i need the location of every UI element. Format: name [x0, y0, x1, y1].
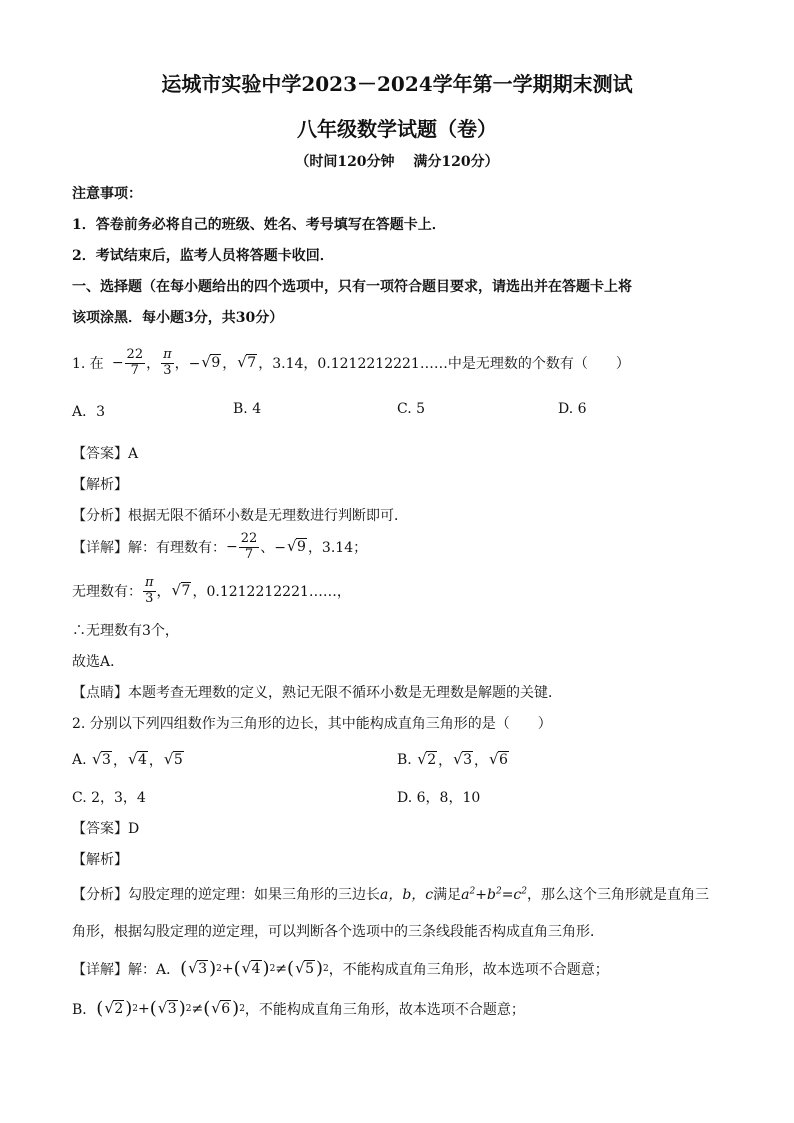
- notes-item-1: 1．答卷前务必将自己的班级、姓名、考号填写在答题卡上．: [72, 217, 446, 233]
- fraction-22-7: $\frac{22}{7}$: [126, 347, 144, 378]
- q2-analysis-tag: 【解析】: [72, 852, 128, 868]
- q1-option-a: A．3: [72, 404, 106, 420]
- q2-option-a: A. √ 3 ， √ 4 ， √ 5: [72, 750, 185, 770]
- q1-analysis-tag: 【解析】: [72, 477, 128, 493]
- q1-xiangjie: 【详解】 解：有理数有： − $\frac{22}{7}$ 、− √ 9 ，3.14；: [72, 532, 367, 563]
- q1-option-b: B. 4: [233, 401, 262, 417]
- q1-dianjing: 【点睛】本题考查无理数的定义，熟记无限不循环小数是无理数是解题的关键．: [72, 685, 562, 701]
- q1-option-d: D. 6: [558, 401, 587, 417]
- notes-heading: 注意事项：: [72, 186, 142, 202]
- exam-time-score: （时间120分钟 满分120分）: [295, 154, 499, 170]
- section-heading-line1: 一、选择题（在每小题给出的四个选项中，只有一项符合题目要求，请选出并在答题卡上将: [72, 279, 632, 295]
- q1-choose: 故选A．: [72, 654, 125, 670]
- sqrt-7: √ 7: [237, 355, 257, 371]
- exam-subtitle: 八年级数学试题（卷）: [297, 117, 497, 141]
- q2-fenxi-line1: 【分析】勾股定理的逆定理：如果三角形的三边长a，b，c满足$a^2+b^2=c^2$，那么这个三角形就是直角三: [72, 886, 709, 903]
- q2-fenxi-line2: 角形，根据勾股定理的逆定理，可以判断各个选项中的三条线段能否构成直角三角形．: [72, 924, 604, 940]
- q2-answer: 【答案】D: [72, 821, 140, 837]
- q2-xiangjie-a: 【详解】 解：A． ( √ 3 ) 2 + ( √ 4 ) 2 ≠ ( √ 5 ) 2 ，不能构成直角三角形，故本选项不合题意；: [72, 958, 609, 979]
- q1-stem-rest: ，3.14，0.1212212221……中是无理数的个数有（ ）: [258, 356, 630, 373]
- fraction-pi-3: $\frac{\pi}{3}$: [163, 347, 172, 378]
- exam-title: 运城市实验中学2023－2024学年第一学期期末测试: [161, 72, 633, 96]
- section-heading-line2: 该项涂黑．每小题3分，共30分）: [72, 310, 284, 326]
- q1-irrationals: 无理数有： $\frac{\pi}{3}$ ， √ 7 ，0.1212212221……，: [72, 576, 351, 607]
- q1-answer: 【答案】A: [72, 446, 139, 462]
- q2-xiangjie-b: B． ( √ 2 ) 2 + ( √ 3 ) 2 ≠ ( √ 6 ) 2 ，不能构成直角三角形，故本选项不合题意；: [72, 998, 525, 1019]
- q2-option-b: B. √ 2 ， √ 3 ， √ 6: [397, 750, 510, 770]
- q1-count: ∴无理数有3个，: [72, 623, 179, 639]
- q2-option-d: D. 6，8，10: [397, 790, 481, 806]
- q1-prefix: 1. 在: [72, 356, 104, 373]
- sqrt-9: √ 9: [201, 355, 221, 371]
- q1-fenxi: 【分析】根据无限不循环小数是无理数进行判断即可．: [72, 508, 408, 524]
- question-2-stem: 2. 分别以下列四组数作为三角形的边长，其中能构成直角三角形的是（ ）: [72, 716, 552, 732]
- question-1-stem: 1. 在 − $\frac{22}{7}$ ， $\frac{\pi}{3}$ ，− √ 9 ， √ 7 ，3.14，0.1212212221……中是无理数的个数有（ ）: [72, 348, 630, 379]
- notes-item-2: 2．考试结束后，监考人员将答题卡收回．: [72, 248, 334, 264]
- q2-option-c: C. 2，3，4: [72, 790, 146, 806]
- q1-option-c: C. 5: [397, 401, 426, 417]
